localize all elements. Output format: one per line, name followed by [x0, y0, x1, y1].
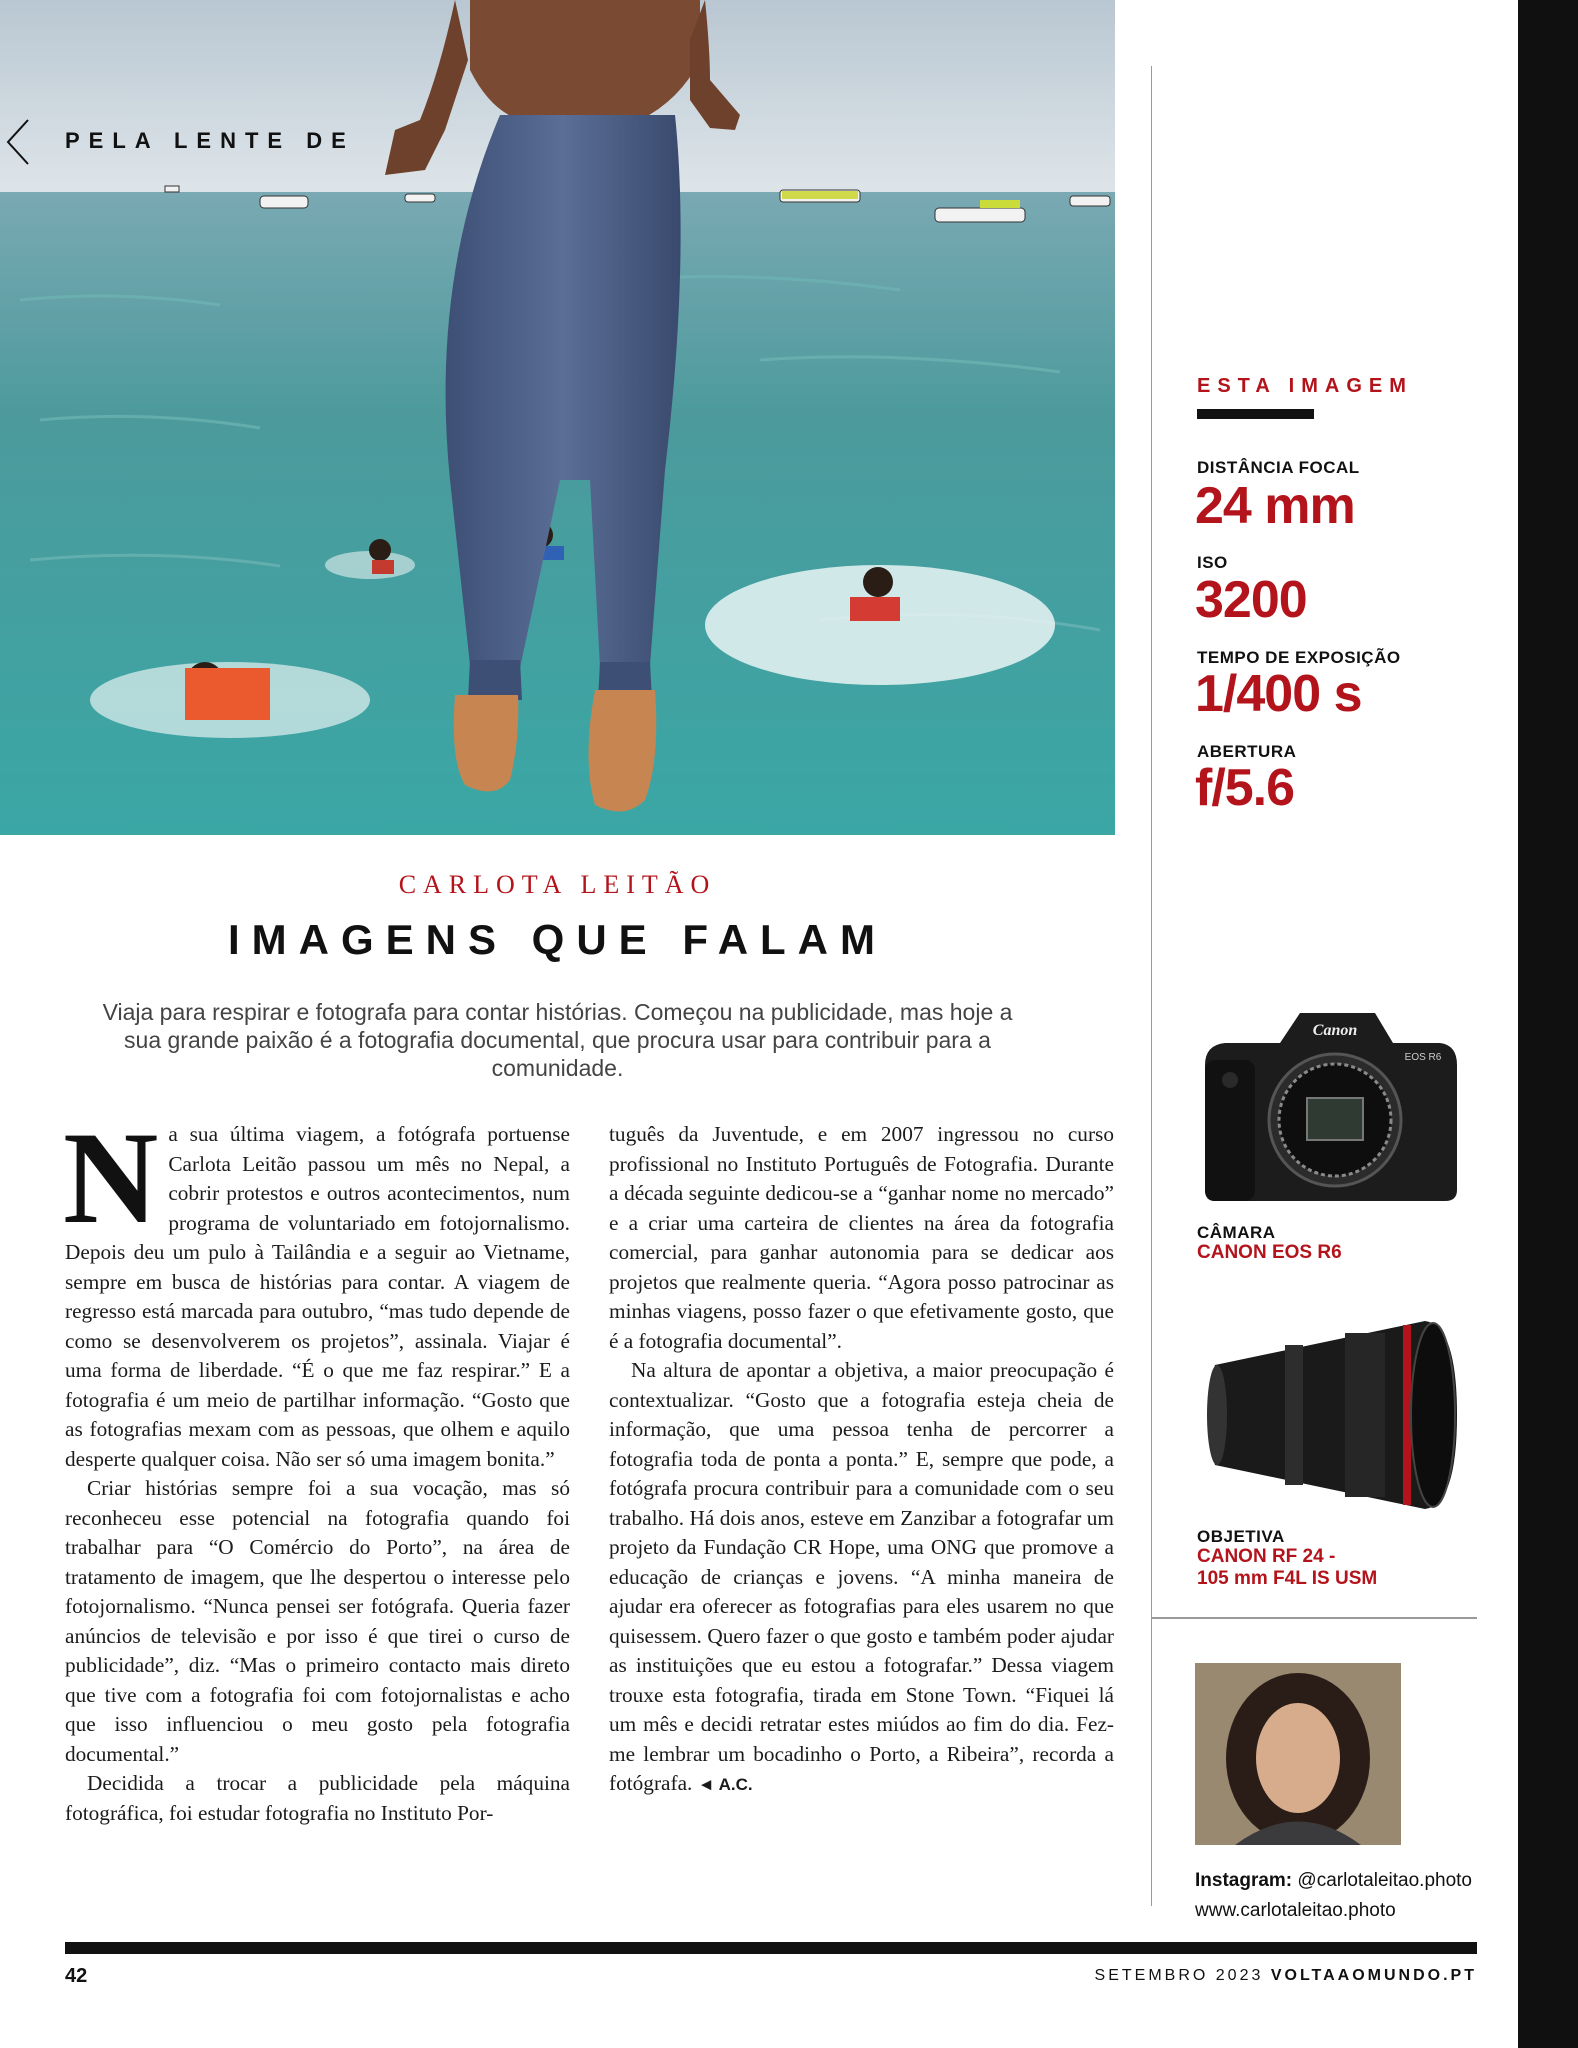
author-portrait — [1195, 1663, 1401, 1845]
lens-image — [1195, 1315, 1465, 1515]
footer-bar — [65, 1942, 1477, 1954]
website-link[interactable]: www.carlotaleitao.photo — [1195, 1900, 1396, 1921]
body-paragraph: Na altura de apontar a objetiva, a maior preocupação é contextualizar. “Gosto que a fotografia esteja cheia de informação, que uma pessoa tenha de percorrer a fotografia toda de ponta a ponta.” E, sempre que pode, a fotógrafa procura contribuir para a comunidade com o seu trabalho. Há dois anos, esteve em Zanzibar a fotografar um projeto da Fundação CR Hope, uma ONG que promove a educação de crianças e jovens. “A minha maneira de ajudar era oferecer as fotografias para eles usarem no que quisessem. Quero fazer o que gosto e também poder ajudar as instituições que eu estou a fotografar.” Dessa viagem trouxe esta fotografia, tirada em Stone Town. “Fiquei lá um mês e decidi retratar estes miúdos ao fim do dia. Fez-me lembrar um bocadinho o Porto, a Ribeira”, recorda a fotógrafa. — [609, 1358, 1114, 1795]
spec-label-exposure: TEMPO DE EXPOSIÇÃO — [1197, 648, 1401, 667]
body-paragraph: Criar histórias sempre foi a sua vocação, mas só reconheceu esse potencial na fotografia quando foi trabalhar para “O Comércio do Porto”, na área de tratamento de imagem, que lhe despertou o interesse pelo fotojornalismo. “Nunca pensei ser fotógrafa. Queria fazer anúncios de televisão e por isso é que tirei o curso de publicidade”, diz. “Mas o primeiro contacto mais direto que tive com a fotografia foi com fotojornalistas e acho que isso influenciou o meu gosto pela fotografia documental.” — [65, 1476, 570, 1766]
footer-issue — [980, 1967, 1477, 1985]
sidebar-heading-bar — [1197, 409, 1314, 419]
sidebar-heading: ESTA IMAGEM — [1197, 375, 1413, 397]
instagram-label: Instagram: — [1195, 1870, 1293, 1891]
drop-cap: N — [63, 1104, 159, 1251]
spec-value-iso: 3200 — [1195, 571, 1307, 629]
spec-value-exposure: 1/400 s — [1195, 665, 1362, 723]
camera-model-text: EOS R6 — [1404, 1052, 1442, 1063]
hero-photo — [0, 0, 1115, 835]
camera-value: CANON EOS R6 — [1197, 1242, 1342, 1263]
section-label: PELA LENTE DE — [65, 128, 355, 153]
lens-value-line1: CANON RF 24 - — [1197, 1546, 1336, 1567]
page-edge-strip — [1518, 0, 1578, 2048]
spec-label-iso: ISO — [1197, 553, 1228, 572]
instagram-handle[interactable]: @carlotaleitao.photo — [1297, 1870, 1472, 1891]
footer-issue-date: SETEMBRO 2023 — [1094, 1967, 1264, 1984]
sidebar-divider — [1151, 1617, 1477, 1619]
page-number: 42 — [65, 1965, 88, 1987]
section-notch-icon — [0, 118, 30, 166]
camera-label: CÂMARA — [1197, 1223, 1276, 1242]
spec-label-aperture: ABERTURA — [1197, 742, 1297, 761]
spec-value-aperture: f/5.6 — [1195, 759, 1295, 817]
author-name: CARLOTA LEITÃO — [398, 870, 717, 899]
instagram-line — [1195, 1866, 1472, 1896]
camera-image — [1195, 1005, 1465, 1205]
body-paragraph: a sua última viagem, a fotógrafa portuense Carlota Leitão passou um mês no Nepal, a cobrir protestos e outros acontecimentos, num programa de voluntariado em fotojornalismo. Depois deu um pulo à Tailândia e a seguir ao Vietname, sempre em busca de histórias para contar. A viagem de regresso está marcada para outubro, “mas tudo depende de como se desenvolverem os projetos”, assinala. Viajar é uma forma de liberdade. “É o que me faz respirar.” E a fotografia é um meio de partilhar informação. “Gosto que as fotografias mexam com as pessoas, que olhem e aquilo desperte qualquer coisa. Não ser só uma imagem bonita.” — [65, 1122, 570, 1471]
spec-value-focal: 24 mm — [1195, 477, 1355, 535]
author-signoff: ◄ A.C. — [697, 1775, 753, 1794]
lens-label: OBJETIVA — [1197, 1527, 1285, 1546]
body-paragraph: Decidida a trocar a publicidade pela máquina fotográfica, foi estudar fotografia no Instituto Por- — [65, 1771, 570, 1825]
camera-brand: Canon — [1312, 1022, 1358, 1039]
body-paragraph: tuguês da Juventude, e em 2007 ingressou no curso profissional no Instituto Português de Fotografia. Durante a década seguinte dedicou-se a “ganhar nome no mercado” e a criar uma carteira de clientes na área da fotografia comercial, para ganhar autonomia para se dedicar aos projetos que realmente queria. “Agora posso patrocinar as minhas viagens, posso fazer o que efetivamente gosto, que é a fotografia documental”. — [609, 1122, 1114, 1353]
spec-label-focal: DISTÂNCIA FOCAL — [1197, 458, 1360, 477]
lens-value-line2: 105 mm F4L IS USM — [1197, 1568, 1378, 1589]
sidebar-divider-vertical — [1151, 66, 1152, 1906]
footer-site[interactable]: VOLTAAOMUNDO.PT — [1270, 1967, 1477, 1984]
diver-photo-illustration — [0, 0, 1115, 835]
body-column-right — [609, 1120, 1114, 1800]
article-title: IMAGENS QUE FALAM — [227, 916, 887, 963]
standfirst: Viaja para respirar e fotografa para contar histórias. Começou na publicidade, mas hoje a sua grande paixão é a fotografia documental, que procura usar para contribuir para a comunidade. — [102, 999, 1013, 1081]
body-column-left — [63, 1104, 570, 1828]
